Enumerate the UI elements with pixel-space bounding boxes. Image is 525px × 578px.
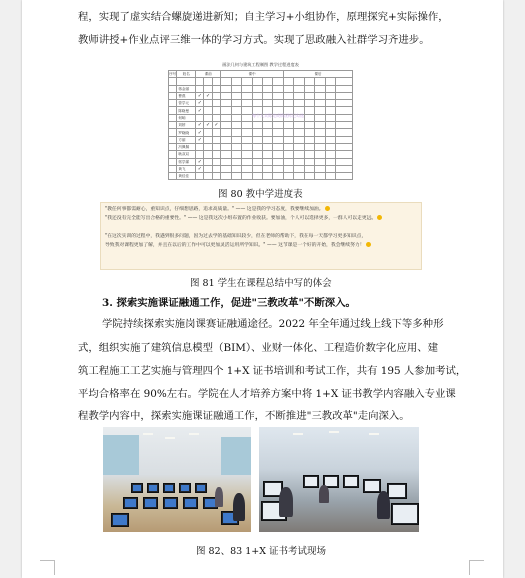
feedback-quote: "在这次实训的过程中，我遇到很多问题，因为过去学的基础知识较少，但在老师的帮助下，我在每一天都学习更多知识点，	[105, 234, 367, 239]
student-name: 何响	[177, 114, 196, 121]
exam-room-photo-82	[103, 427, 251, 532]
header-cell: 姓名	[177, 71, 196, 78]
crop-mark-bottom-right	[469, 560, 484, 575]
check-mark: ✓	[196, 136, 204, 143]
feedback-quote: "教任何事都需耐心，重知识点，仔细想思路，追求高质量。" —— 这是我的学习态度，我要继续加油。	[105, 206, 330, 213]
smile-emoji-icon	[377, 215, 382, 220]
feedback-quote: "我还没有完全能写出合格的重要性。" —— 这是我这次小组布置的作业收获。要加油，个人可以选择更多，一群人可以走更远。	[105, 215, 382, 222]
check-mark: ✓	[196, 92, 204, 99]
header-cell: 课中	[221, 71, 284, 78]
check-mark: ✓	[196, 158, 204, 165]
progress-table-figure	[168, 62, 353, 180]
progress-table	[168, 70, 353, 180]
check-mark: ✓	[212, 122, 220, 129]
student-name: 蒋金丽	[177, 85, 196, 92]
table-annotation: 每个人实际完成情况标记勾选	[252, 113, 304, 118]
paragraph-line: 程教学内容中，探索实施课证融通工作，不断推进"三教改革"走向深入。	[78, 410, 410, 422]
student-name: 耿双双	[177, 151, 196, 158]
paragraph-line: 教师讲授+作业点评三维一体的学习方式。实现了思政融入社群学习齐进步。	[78, 34, 430, 46]
student-name: 刘婷	[177, 122, 196, 129]
paragraph-line: 式，组织实施了建筑信息模型（BIM）、业财一体化、工程造价数字化应用、建	[78, 342, 439, 354]
check-mark: ✓	[196, 100, 204, 107]
check-mark: ✓	[196, 122, 204, 129]
exam-room-photo-83	[259, 427, 419, 532]
section-heading: 3. 探索实施课证融通工作，促进"三教改革"不断深入。	[102, 297, 356, 309]
student-name: 方丽	[177, 136, 196, 143]
paragraph-line: 学院持续探索实施岗课赛证融通途径。2022 年全年通过线上线下等多种形	[102, 318, 444, 330]
check-mark: ✓	[196, 165, 204, 172]
header-cell: 序号	[169, 72, 177, 77]
paragraph-line: 筑工程施工工艺实施与管理四个 1+X 证书培训和考试工作，共有 195 人参加考试，	[78, 365, 467, 377]
smile-emoji-icon	[325, 206, 330, 211]
paragraph-line: 平均合格率在 90%左右。学院在人才培养方案中将 1+X 证书教学内容融入专业课	[78, 388, 456, 400]
student-name: 黄佳佳	[177, 173, 196, 180]
student-name: 曹燕	[177, 92, 196, 99]
feedback-quote: 导致我对课程更加了解，并且在以后的工作中可以更加灵活运用所学知识。" —— 这节课是一个好的开始，我会继续努力！	[105, 242, 371, 249]
check-mark: ✓	[196, 129, 204, 136]
figure-caption: 图 82、83 1+X 证书考试现场	[196, 546, 327, 557]
student-name: 郭学娣	[177, 158, 196, 165]
student-name: 曾学元	[177, 100, 196, 107]
student-feedback-figure	[100, 202, 422, 270]
crop-mark-bottom-left	[40, 560, 55, 575]
paragraph-line: 程，实现了虚实结合螺旋递进新知；自主学习+小组协作，原理探究+实际操作，	[78, 11, 449, 23]
student-name: 罗晓晓	[177, 129, 196, 136]
header-cell: 课后	[283, 71, 352, 78]
student-name: 黄飞	[177, 165, 196, 172]
progress-table-title: 画法几何与建筑工程制图 教学过程进度表	[222, 62, 299, 67]
figure-caption: 图 80 教中学进度表	[218, 189, 303, 200]
student-name: 陈晓曼	[177, 107, 196, 114]
header-cell: 课前	[196, 71, 221, 78]
check-mark: ✓	[204, 92, 212, 99]
smile-emoji-icon	[366, 242, 371, 247]
check-mark: ✓	[196, 107, 204, 114]
check-mark: ✓	[204, 122, 212, 129]
figure-caption: 图 81 学生在课程总结中写的体会	[190, 278, 332, 289]
student-name: 冯佩佩	[177, 143, 196, 150]
